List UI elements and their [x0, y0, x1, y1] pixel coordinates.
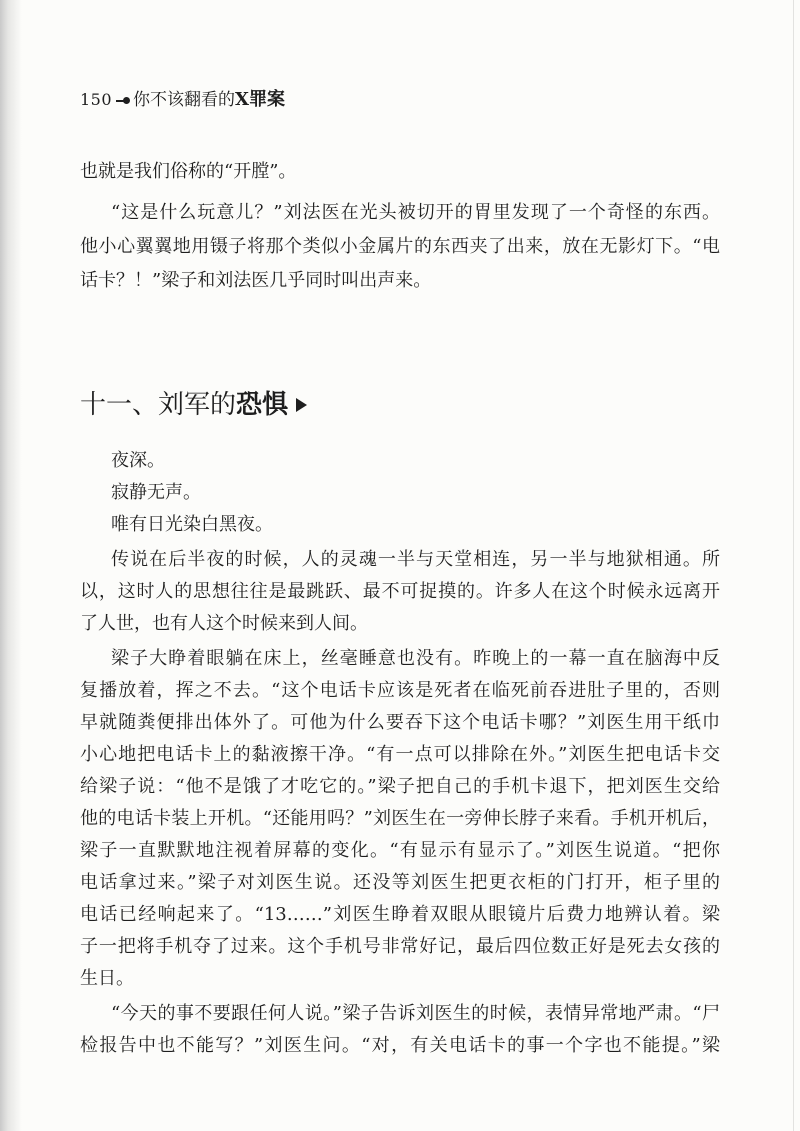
paragraph — [80, 477, 720, 509]
text-line: 了人世，也有人这个时候来到人间。 — [80, 613, 368, 634]
text-line: 也就是我们俗称的“开膛”。 — [80, 161, 297, 182]
text-line: 唯有日光染白黑夜。 — [111, 514, 273, 535]
paragraph — [80, 509, 720, 541]
text-line: “今天的事不要跟任何人说。”梁子告诉刘医生的时候，表情异常地严肃。“尸 — [111, 1003, 720, 1024]
paragraph — [80, 196, 720, 298]
paragraph — [80, 544, 720, 640]
text-line: 以，这时人的思想往往是最跳跃、最不可捉摸的。许多人在这个时候永远离开 — [80, 581, 720, 602]
text-line: 早就随粪便排出体外了。可他为什么要吞下这个电话卡哪？”刘医生用干纸巾 — [80, 712, 720, 733]
bullet-arrow-icon — [116, 96, 130, 106]
book-title-bold: X罪案 — [235, 89, 286, 110]
text-line: 电话已经响起来了。“13……”刘医生睁着双眼从眼镜片后费力地辨认着。梁 — [80, 904, 720, 925]
text-line: 检报告中也不能写？”刘医生问。“对，有关电话卡的事一个字也不能提。”梁 — [80, 1035, 720, 1056]
text-line: 小心地把电话卡上的黏液擦干净。“有一点可以排除在外。”刘医生把电话卡交 — [80, 744, 720, 765]
text-line: 他的电话卡装上开机。“还能用吗？”刘医生在一旁伸长脖子来看。手机开机后， — [80, 808, 720, 829]
book-title — [133, 90, 285, 109]
section-title-bold: 恐惧 — [236, 390, 289, 420]
book-title-regular: 你不该翻看的 — [133, 90, 236, 110]
text-line: 寂静无声。 — [111, 482, 201, 503]
text-line: 生日。 — [80, 968, 134, 989]
text-line: 他小心翼翼地用镊子将那个类似小金属片的东西夹了出来，放在无影灯下。“电 — [80, 236, 720, 257]
text-line: 复播放着，挥之不去。“这个电话卡应该是死者在临死前吞进肚子里的，否则 — [80, 680, 720, 701]
running-header — [80, 88, 285, 112]
text-line: 梁子大睁着眼躺在床上，丝毫睡意也没有。昨晚上的一幕一直在脑海中反 — [111, 648, 720, 669]
text-line: 梁子一直默默地注视着屏幕的变化。“有显示有显示了。”刘医生说道。“把你 — [80, 840, 720, 861]
text-line: 传说在后半夜的时候，人的灵魂一半与天堂相连，另一半与地狱相通。所 — [111, 549, 720, 570]
text-line: “这是什么玩意儿？”刘法医在光头被切开的胃里发现了一个奇怪的东西。 — [111, 202, 720, 223]
section-title-regular: 十一、刘军的 — [80, 390, 237, 420]
paragraph — [80, 155, 720, 189]
text-line: 给梁子说：“他不是饿了才吃它的。”梁子把自己的手机卡退下，把刘医生交给 — [80, 776, 720, 797]
paragraph — [80, 998, 720, 1062]
text-line: 电话拿过来。”梁子对刘医生说。还没等刘医生把更衣柜的门打开，柜子里的 — [80, 872, 720, 893]
text-line: 话卡？！”梁子和刘法医几乎同时叫出声来。 — [80, 270, 432, 291]
section-title — [80, 385, 307, 425]
scan-edge-line — [793, 0, 794, 1131]
paragraph — [80, 445, 720, 477]
intro-text — [80, 155, 720, 298]
triangle-right-icon — [296, 398, 307, 412]
text-line: 子一把将手机夺了过来。这个手机号非常好记，最后四位数正好是死去女孩的 — [80, 936, 720, 957]
scan-edge-shadow — [0, 0, 22, 1131]
section-body — [80, 445, 720, 1062]
paragraph — [80, 643, 720, 995]
page-number: 150 — [80, 90, 113, 109]
text-line: 夜深。 — [111, 450, 165, 471]
